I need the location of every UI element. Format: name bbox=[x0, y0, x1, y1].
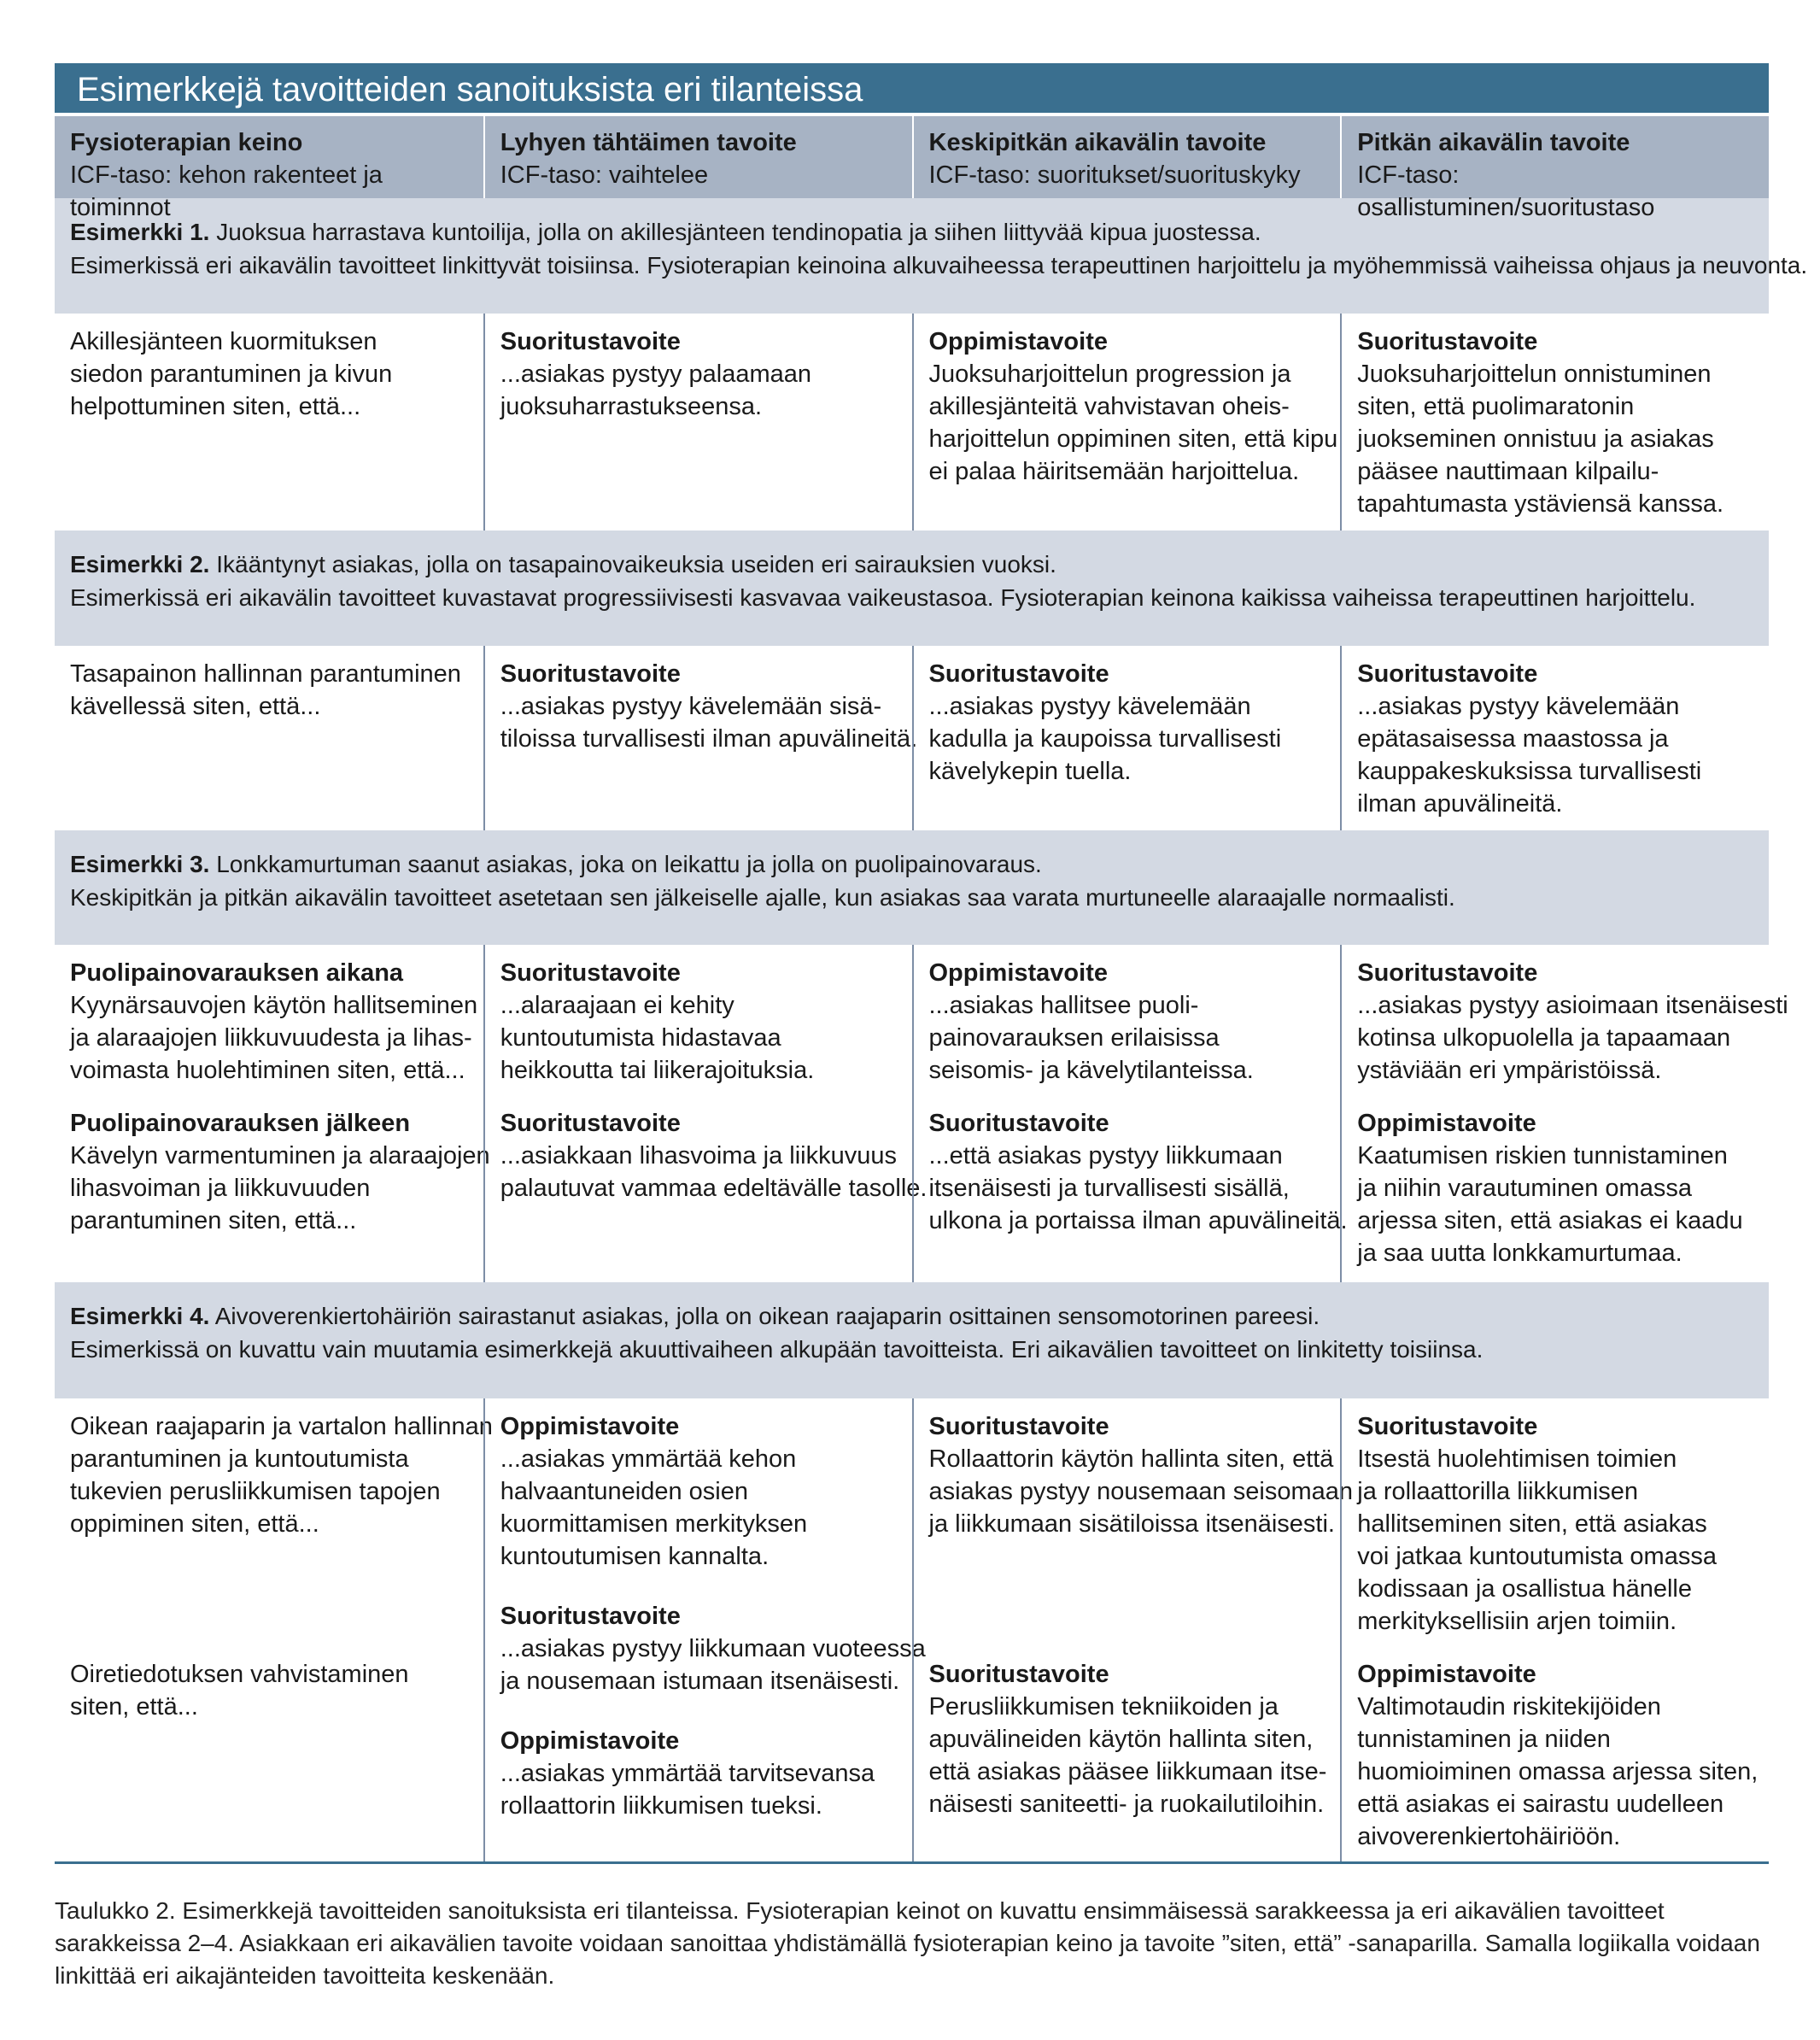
cell-text: hallitseminen siten, että asiakas bbox=[1357, 1510, 1707, 1538]
cell-text: asiakas pystyy nousemaan seisomaan bbox=[928, 1478, 1353, 1505]
cell-text: ...asiakas pystyy liikkumaan vuoteessa bbox=[500, 1635, 926, 1662]
cell-text: kuormittamisen merkityksen bbox=[500, 1510, 808, 1538]
cell-text: Perusliikkumisen tekniikoiden ja bbox=[928, 1693, 1279, 1721]
cell-text: kuntoutumisen kannalta. bbox=[500, 1543, 770, 1570]
cell-text: ja saa uutta lonkkamurtumaa. bbox=[1357, 1240, 1682, 1267]
goal-type-label: Suoritustavoite bbox=[1357, 959, 1538, 987]
goal-type-label: Suoritustavoite bbox=[928, 1110, 1109, 1137]
goal-type-label: Suoritustavoite bbox=[1357, 328, 1538, 355]
cell-text: että asiakas ei sairastu uudelleen bbox=[1357, 1791, 1724, 1818]
cell-text: Akillesjänteen kuormituksen bbox=[70, 328, 377, 355]
cell-text: harjoittelun oppiminen siten, että kipu bbox=[928, 425, 1338, 453]
cell-text: Kaatumisen riskien tunnistaminen bbox=[1357, 1142, 1728, 1169]
header-col-2 bbox=[483, 116, 912, 198]
mid-term-cell bbox=[912, 646, 1341, 830]
goal-type-label: Suoritustavoite bbox=[500, 328, 681, 355]
short-term-cell bbox=[483, 646, 918, 830]
cell-text: että asiakas pääsee liikkumaan itse- bbox=[928, 1758, 1327, 1785]
example-description: Juoksua harrastava kuntoilija, jolla on akillesjänteen tendinopatia ja siihen liittyvää kipua juostessa. bbox=[209, 219, 1261, 245]
example-label: Esimerkki 3. bbox=[70, 851, 210, 877]
table-title: Esimerkkejä tavoitteiden sanoituksista eri tilanteissa bbox=[55, 63, 1769, 116]
cell-text: apuvälineiden käytön hallinta siten, bbox=[928, 1726, 1314, 1753]
method-cell bbox=[55, 1398, 493, 1861]
cell-text: huomioiminen omassa arjessa siten, bbox=[1357, 1758, 1759, 1785]
cell-text: ...asiakas pystyy palaamaan bbox=[500, 361, 812, 388]
long-term-cell bbox=[1340, 1398, 1769, 1861]
cell-text: heikkoutta tai liikerajoituksia. bbox=[500, 1057, 815, 1084]
cell-text: juoksuharrastukseensa. bbox=[500, 393, 763, 420]
header-icf: ICF-taso: suoritukset/suorituskyky bbox=[928, 161, 1301, 189]
example-2-row bbox=[55, 646, 1769, 830]
goal-type-label: Suoritustavoite bbox=[1357, 660, 1538, 688]
cell-text: epätasaisessa maastossa ja bbox=[1357, 725, 1669, 753]
cell-text: painovarauksen erilaisissa bbox=[928, 1024, 1220, 1052]
cell-text: kuntoutumista hidastavaa bbox=[500, 1024, 781, 1052]
cell-text: Juoksuharjoittelun onnistuminen bbox=[1357, 361, 1712, 388]
cell-text: ...asiakas ymmärtää kehon bbox=[500, 1445, 797, 1473]
cell-text: lihasvoiman ja liikkuvuuden bbox=[70, 1175, 371, 1202]
cell-text: arjessa siten, että asiakas ei kaadu bbox=[1357, 1207, 1743, 1234]
method-cell bbox=[55, 646, 483, 830]
goal-type-label: Oppimistavoite bbox=[1357, 1110, 1536, 1137]
mid-term-cell bbox=[912, 945, 1348, 1282]
cell-text: Oiretiedotuksen vahvistaminen bbox=[70, 1661, 409, 1688]
goal-type-label: Suoritustavoite bbox=[500, 660, 681, 688]
short-term-cell bbox=[483, 314, 912, 531]
cell-text: ...asiakas pystyy kävelemään bbox=[1357, 693, 1680, 720]
cell-text: helpottuminen siten, että... bbox=[70, 393, 361, 420]
cell-text: parantuminen siten, että... bbox=[70, 1207, 357, 1234]
cell-text: oppiminen siten, että... bbox=[70, 1510, 319, 1538]
goal-type-label: Oppimistavoite bbox=[500, 1413, 680, 1440]
phase-label: Puolipainovarauksen jälkeen bbox=[70, 1110, 411, 1137]
cell-text: ...alaraajaan ei kehity bbox=[500, 992, 734, 1019]
cell-text: ...asiakas pystyy asioimaan itsenäisesti bbox=[1357, 992, 1788, 1019]
header-icf: ICF-taso: vaihtelee bbox=[500, 161, 709, 189]
cell-text: kadulla ja kaupoissa turvallisesti bbox=[928, 725, 1282, 753]
cell-text: Valtimotaudin riskitekijöiden bbox=[1357, 1693, 1661, 1721]
cell-text: voimasta huolehtiminen siten, että... bbox=[70, 1057, 465, 1084]
header-title: Lyhyen tähtäimen tavoite bbox=[500, 129, 797, 156]
example-4-banner bbox=[55, 1282, 1769, 1398]
example-4-row bbox=[55, 1398, 1769, 1861]
table-caption bbox=[55, 1895, 1769, 1992]
cell-text: ja liikkumaan sisätiloissa itsenäisesti. bbox=[928, 1510, 1335, 1538]
header-col-4 bbox=[1340, 116, 1769, 221]
cell-text: ...asiakkaan lihasvoima ja liikkuvuus bbox=[500, 1142, 897, 1169]
cell-text: ja nousemaan istumaan itsenäisesti. bbox=[500, 1668, 900, 1695]
table-bottom-rule bbox=[55, 1861, 1769, 1864]
goal-type-label: Oppimistavoite bbox=[500, 1727, 680, 1755]
header-icf: ICF-taso: osallistuminen/suoritustaso bbox=[1357, 161, 1655, 221]
cell-text: ja rollaattorilla liikkumisen bbox=[1357, 1478, 1639, 1505]
cell-text: ei palaa häiritsemään harjoittelua. bbox=[928, 458, 1300, 485]
cell-text: ...asiakas ymmärtää tarvitsevansa bbox=[500, 1760, 875, 1787]
cell-text: ilman apuvälineitä. bbox=[1357, 790, 1563, 818]
cell-text: parantuminen ja kuntoutumista bbox=[70, 1445, 409, 1473]
example-1-row bbox=[55, 314, 1769, 531]
example-note: Keskipitkän ja pitkän aikavälin tavoitteet asetetaan sen jälkeiselle ajalle, kun asiakas saa varata murtuneelle alaraajalle normaalisti. bbox=[70, 884, 1455, 911]
cell-text: ...asiakas pystyy kävelemään sisä- bbox=[500, 693, 882, 720]
cell-text: siedon parantuminen ja kivun bbox=[70, 361, 393, 388]
goal-type-label: Oppimistavoite bbox=[928, 959, 1108, 987]
example-2-banner bbox=[55, 531, 1769, 646]
cell-text: voi jatkaa kuntoutumista omassa bbox=[1357, 1543, 1717, 1570]
method-cell bbox=[55, 314, 483, 531]
cell-text: ja alaraajojen liikkuvuudesta ja lihas- bbox=[70, 1024, 472, 1052]
cell-text: Oikean raajaparin ja vartalon hallinnan bbox=[70, 1413, 493, 1440]
goal-type-label: Suoritustavoite bbox=[928, 1413, 1109, 1440]
cell-text: Kävelyn varmentuminen ja alaraajojen bbox=[70, 1142, 490, 1169]
cell-text: siten, että... bbox=[70, 1693, 198, 1721]
cell-text: rollaattorin liikkumisen tueksi. bbox=[500, 1792, 822, 1820]
cell-text: ...että asiakas pystyy liikkumaan bbox=[928, 1142, 1283, 1169]
example-label: Esimerkki 1. bbox=[70, 219, 210, 245]
short-term-cell bbox=[483, 1398, 926, 1861]
cell-text: Rollaattorin käytön hallinta siten, että bbox=[928, 1445, 1334, 1473]
caption-line: linkittää eri aikajänteiden tavoitteita keskenään. bbox=[55, 1962, 555, 1989]
long-term-cell bbox=[1340, 945, 1788, 1282]
header-title: Keskipitkän aikavälin tavoite bbox=[928, 129, 1267, 156]
cell-text: Tasapainon hallinnan parantuminen bbox=[70, 660, 461, 688]
goal-type-label: Suoritustavoite bbox=[500, 1603, 681, 1630]
goal-type-label: Suoritustavoite bbox=[1357, 1413, 1538, 1440]
cell-text: Itsestä huolehtimisen toimien bbox=[1357, 1445, 1677, 1473]
cell-text: itsenäisesti ja turvallisesti sisällä, bbox=[928, 1175, 1290, 1202]
goal-type-label: Suoritustavoite bbox=[500, 1110, 681, 1137]
example-label: Esimerkki 4. bbox=[70, 1303, 210, 1329]
example-note: Esimerkissä on kuvattu vain muutamia esimerkkejä akuuttivaiheen alkupään tavoitteista. Eri aikavälien tavoitteet on linkitetty toisiinsa. bbox=[70, 1336, 1484, 1363]
cell-text: halvaantuneiden osien bbox=[500, 1478, 748, 1505]
cell-text: pääsee nauttimaan kilpailu- bbox=[1357, 458, 1659, 485]
example-3-row bbox=[55, 945, 1788, 1282]
example-description: Ikääntynyt asiakas, jolla on tasapainovaikeuksia useiden eri sairauksien vuoksi. bbox=[209, 551, 1056, 577]
cell-text: siten, että puolimaratonin bbox=[1357, 393, 1635, 420]
header-title: Fysioterapian keino bbox=[70, 129, 303, 156]
short-term-cell bbox=[483, 945, 928, 1282]
cell-text: Juoksuharjoittelun progression ja bbox=[928, 361, 1291, 388]
goal-type-label: Suoritustavoite bbox=[928, 660, 1109, 688]
example-description: Aivoverenkiertohäiriön sairastanut asiakas, jolla on oikean raajaparin osittainen sensomotorinen pareesi. bbox=[209, 1303, 1320, 1329]
goal-type-label: Oppimistavoite bbox=[1357, 1661, 1536, 1688]
cell-text: ystäviään eri ympäristöissä. bbox=[1357, 1057, 1662, 1084]
header-title: Pitkän aikavälin tavoite bbox=[1357, 129, 1630, 156]
cell-text: aivoverenkiertohäiriöön. bbox=[1357, 1823, 1621, 1850]
phase-label: Puolipainovarauksen aikana bbox=[70, 959, 404, 987]
cell-text: tiloissa turvallisesti ilman apuvälineitä. bbox=[500, 725, 918, 753]
cell-text: akillesjänteitä vahvistavan oheis- bbox=[928, 393, 1290, 420]
cell-text: kodissaan ja osallistua hänelle bbox=[1357, 1575, 1693, 1603]
example-note: Esimerkissä eri aikavälin tavoitteet kuvastavat progressiivisesti kasvavaa vaikeustasoa. Fysioterapian keinona kaikissa vaiheissa terapeuttinen harjoittelu. bbox=[70, 584, 1696, 611]
mid-term-cell bbox=[912, 1398, 1353, 1861]
caption-line: Taulukko 2. Esimerkkejä tavoitteiden sanoituksista eri tilanteissa. Fysioterapian keinot on kuvattu ensimmäisessä sarakkeessa ja eri aikavälien tavoitteet bbox=[55, 1897, 1665, 1924]
cell-text: näisesti saniteetti- ja ruokailutiloihin. bbox=[928, 1791, 1325, 1818]
cell-text: kauppakeskuksissa turvallisesti bbox=[1357, 758, 1702, 785]
cell-text: ja niihin varautuminen omassa bbox=[1357, 1175, 1692, 1202]
cell-text: tukevien perusliikkumisen tapojen bbox=[70, 1478, 441, 1505]
cell-text: ulkona ja portaissa ilman apuvälineitä. bbox=[928, 1207, 1348, 1234]
goals-table bbox=[55, 63, 1808, 1864]
goal-type-label: Oppimistavoite bbox=[928, 328, 1108, 355]
cell-text: juokseminen onnistuu ja asiakas bbox=[1357, 425, 1714, 453]
example-description: Lonkkamurtuman saanut asiakas, joka on leikattu ja jolla on puolipainovaraus. bbox=[209, 851, 1042, 877]
header-col-3 bbox=[912, 116, 1341, 198]
example-label: Esimerkki 2. bbox=[70, 551, 210, 577]
header-col-1 bbox=[55, 116, 483, 221]
cell-text: kävelykepin tuella. bbox=[928, 758, 1132, 785]
goal-type-label: Suoritustavoite bbox=[500, 959, 681, 987]
cell-text: tunnistaminen ja niiden bbox=[1357, 1726, 1611, 1753]
cell-text: palautuvat vammaa edeltävälle tasolle. bbox=[500, 1175, 928, 1202]
header-icf: ICF-taso: kehon rakenteet ja toiminnot bbox=[70, 161, 383, 221]
goal-type-label: Suoritustavoite bbox=[928, 1661, 1109, 1688]
caption-line: sarakkeissa 2–4. Asiakkaan eri aikavälien tavoite voidaan sanoittaa yhdistämällä fysioterapian keino ja tavoite ”siten, että” -sanaparilla. Samalla logiikalla voidaan bbox=[55, 1930, 1760, 1956]
long-term-cell bbox=[1340, 314, 1769, 531]
cell-text: ...asiakas hallitsee puoli- bbox=[928, 992, 1199, 1019]
method-cell bbox=[55, 945, 490, 1282]
long-term-cell bbox=[1340, 646, 1769, 830]
cell-text: tapahtumasta ystäviensä kanssa. bbox=[1357, 490, 1724, 518]
cell-text: seisomis- ja kävelytilanteissa. bbox=[928, 1057, 1254, 1084]
cell-text: Kyynärsauvojen käytön hallitseminen bbox=[70, 992, 478, 1019]
mid-term-cell bbox=[912, 314, 1341, 531]
cell-text: kävellessä siten, että... bbox=[70, 693, 321, 720]
cell-text: merkityksellisiin arjen toimiin. bbox=[1357, 1608, 1677, 1635]
table-header bbox=[55, 116, 1769, 221]
example-3-banner bbox=[55, 830, 1769, 945]
cell-text: kotinsa ulkopuolella ja tapaamaan bbox=[1357, 1024, 1731, 1052]
cell-text: ...asiakas pystyy kävelemään bbox=[928, 693, 1251, 720]
example-note: Esimerkissä eri aikavälin tavoitteet linkittyvät toisiinsa. Fysioterapian keinoina alkuvaiheessa terapeuttinen harjoittelu ja myöhemmissä vaiheissa ohjaus ja neuvonta. bbox=[70, 252, 1808, 278]
